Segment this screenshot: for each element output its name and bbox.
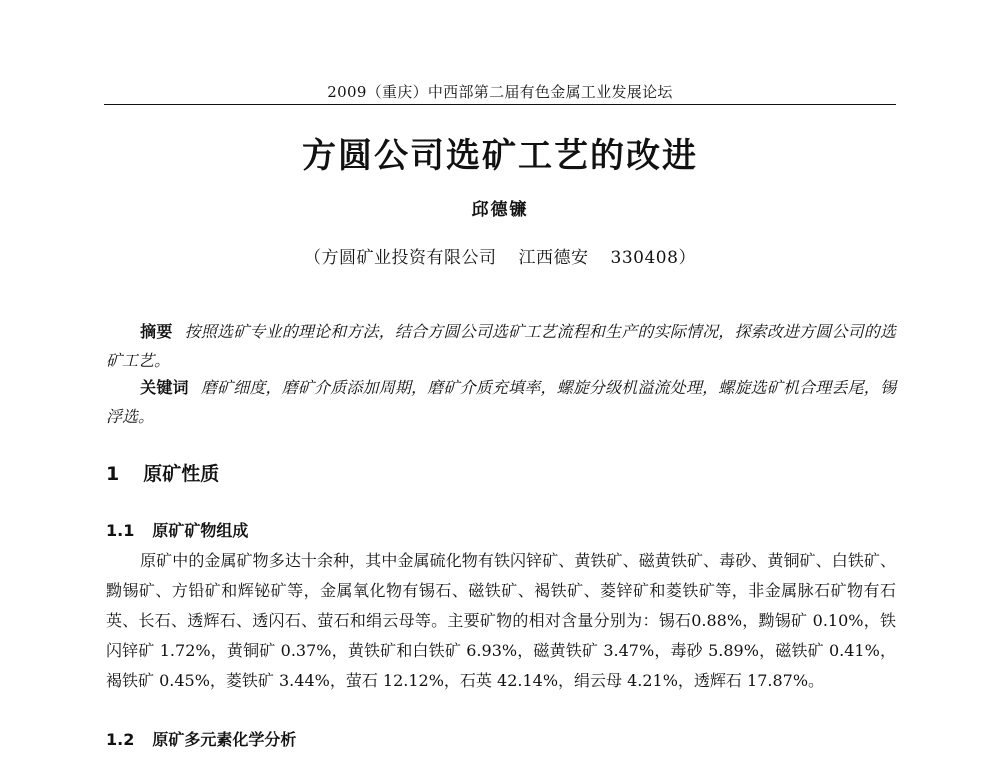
section-1-title: 原矿性质 bbox=[143, 463, 220, 485]
body-paragraph bbox=[106, 546, 896, 696]
abstract-label: 摘要 bbox=[140, 322, 173, 341]
section-1-number: 1 bbox=[106, 463, 120, 485]
subsection-1-1-number: 1.1 bbox=[106, 521, 135, 540]
subsection-1-2-number: 1.2 bbox=[106, 730, 135, 749]
subsection-1-1-heading bbox=[106, 519, 248, 543]
paper-title: 方圆公司选矿工艺的改进 bbox=[302, 136, 698, 176]
section-1-heading bbox=[106, 461, 219, 487]
affiliation-org: （方圆矿业投资有限公司 bbox=[304, 248, 497, 268]
affiliation bbox=[104, 245, 896, 271]
running-header: 2009（重庆）中西部第二届有色金属工业发展论坛 bbox=[327, 83, 673, 101]
subsection-1-2-heading bbox=[106, 728, 296, 752]
keywords-text: 磨矿细度，磨矿介质添加周期，磨矿介质充填率，螺旋分级机溢流处理，螺旋选矿机合理丢尾，锡浮选。 bbox=[106, 378, 896, 426]
keywords bbox=[106, 373, 896, 431]
subsection-1-1-title: 原矿矿物组成 bbox=[152, 521, 249, 540]
abstract bbox=[106, 317, 896, 375]
keywords-label: 关键词 bbox=[140, 378, 189, 397]
author-name: 邱德镰 bbox=[471, 200, 529, 220]
header-rule bbox=[104, 104, 896, 105]
subsection-1-2-title: 原矿多元素化学分析 bbox=[152, 730, 297, 749]
abstract-text: 按照选矿专业的理论和方法，结合方圆公司选矿工艺流程和生产的实际情况，探索改进方圆公司的选矿工艺。 bbox=[106, 322, 896, 370]
affiliation-postcode: 330408） bbox=[610, 248, 696, 268]
affiliation-location: 江西德安 bbox=[518, 248, 589, 268]
paragraph-1-text: 原矿中的金属矿物多达十余种，其中金属硫化物有铁闪锌矿、黄铁矿、磁黄铁矿、毒砂、黄铜矿、白铁矿、黝锡矿、方铅矿和辉铋矿等，金属氧化物有锡石、磁铁矿、褐铁矿、菱锌矿和菱铁矿等，非金属脉石矿物有石英、长石、透辉石、透闪石、萤石和绢云母等。主要矿物的相对含量分别为：锡石0.88%，黝锡矿 0.10%，铁闪锌矿 1.72%，黄铜矿 0.37%，黄铁矿和白铁矿 6.93%，磁黄铁矿 3.47%，毒砂 5.89%，磁铁矿 0.41%，褐铁矿 0.45%，菱铁矿 3.44%，萤石 12.12%，石英 42.14%，绢云母 4.21%，透辉石 17.87%。 bbox=[106, 551, 896, 690]
